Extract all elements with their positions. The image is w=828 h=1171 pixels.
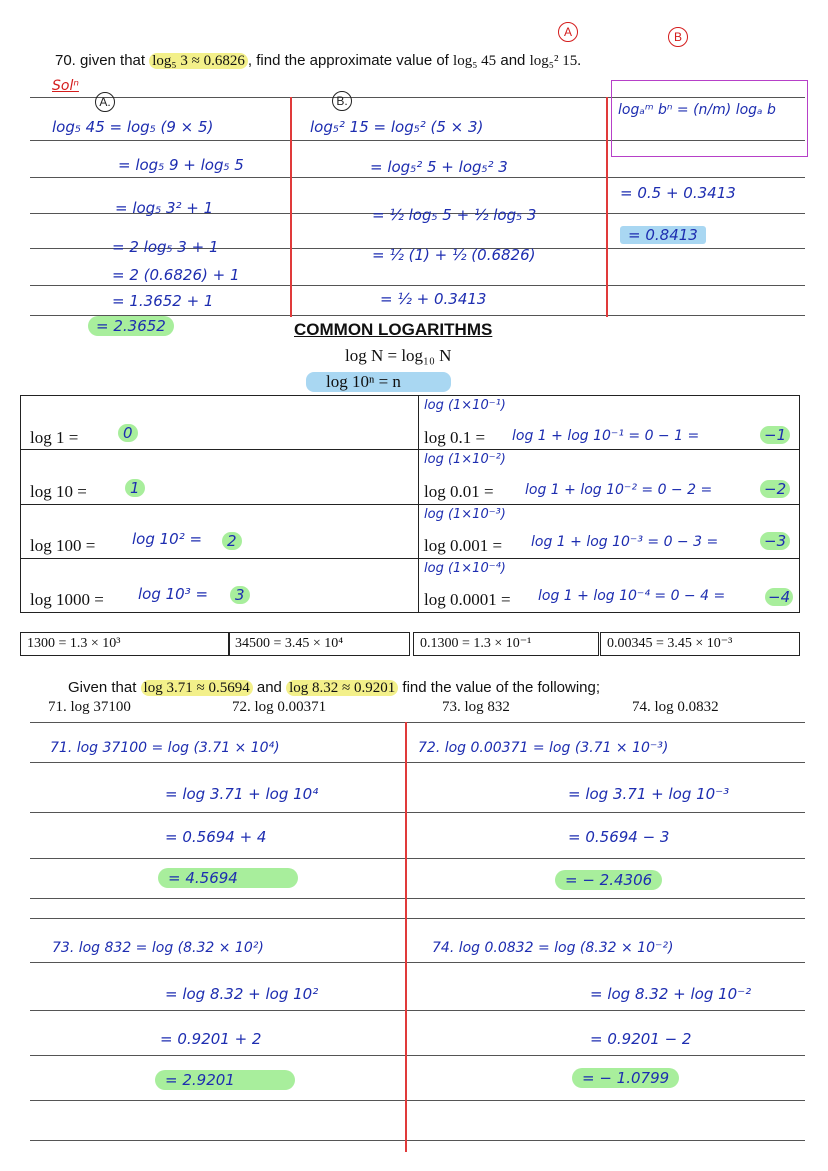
- log-0.1-pre: log (1×10⁻¹): [424, 398, 506, 413]
- statement-and: and: [500, 52, 526, 69]
- statement-middle: , find the approximate value of: [247, 52, 449, 69]
- part-a-line-4: = 2 log₅ 3 + 1: [112, 238, 219, 256]
- part-a-answer: = 2.3652: [88, 316, 174, 336]
- ruled-line: [30, 1055, 805, 1056]
- q71-answer: = 4.5694: [158, 868, 298, 888]
- question-73: 73. log 832: [442, 699, 510, 715]
- q72-answer: = − 2.4306: [555, 870, 662, 890]
- ruled-line: [30, 812, 805, 813]
- part-b-label: B.: [332, 91, 352, 111]
- solution-label: Solⁿ: [52, 78, 79, 94]
- log-0.0001-work: log 1 + log 10⁻⁴ = 0 − 4 =: [538, 588, 726, 604]
- log-0.0001-pre: log (1×10⁻⁴): [424, 561, 506, 576]
- q73-line-1: 73. log 832 = log (8.32 × 10²): [52, 940, 264, 956]
- part-b-line-2: = log₅² 5 + log₅² 3: [370, 158, 508, 176]
- log-0.0001-expr: log 0.0001 =: [424, 590, 511, 609]
- q72-line-2: = log 3.71 + log 10⁻³: [568, 785, 730, 803]
- q74-line-2: = log 8.32 + log 10⁻²: [590, 985, 752, 1003]
- part-b-line-1: log₅² 15 = log₅² (5 × 3): [310, 118, 484, 136]
- log-1-expr: log 1 =: [30, 428, 79, 447]
- label-b-circle: B: [668, 27, 688, 47]
- column-divider: [606, 97, 608, 317]
- part-a-line-3: = log₅ 3² + 1: [115, 199, 214, 217]
- log-1-answer: 0: [118, 424, 138, 442]
- ruled-line: [30, 962, 805, 963]
- part-a-line-6: = 1.3652 + 1: [112, 292, 214, 310]
- target-b: log₅² 15.: [529, 53, 581, 69]
- log-100-answer: 2: [222, 532, 242, 550]
- label-a-circle: A: [558, 22, 578, 42]
- log-100-expr: log 100 =: [30, 536, 96, 555]
- log-0.01-expr: log 0.01 =: [424, 482, 494, 501]
- ruled-line: [30, 177, 805, 178]
- sci-notation-1: 1300 = 1.3 × 10³: [20, 632, 230, 656]
- ruled-line: [30, 1100, 805, 1101]
- log-100-work: log 10² =: [132, 530, 203, 548]
- part-a-label: A.: [95, 92, 115, 112]
- log-0.01-work: log 1 + log 10⁻² = 0 − 2 =: [525, 482, 713, 498]
- log-0.001-work: log 1 + log 10⁻³ = 0 − 3 =: [531, 534, 719, 550]
- ruled-line: [30, 1140, 805, 1141]
- q73-answer: = 2.9201: [155, 1070, 295, 1090]
- question-71: 71. log 37100: [48, 699, 131, 715]
- ruled-line: [30, 762, 805, 763]
- question-74: 74. log 0.0832: [632, 699, 719, 715]
- q74-line-3: = 0.9201 − 2: [590, 1030, 692, 1048]
- common-log-title: COMMON LOGARITHMS: [294, 320, 493, 339]
- column-divider: [290, 97, 292, 317]
- given-value: log₅ 3 ≈ 0.6826: [149, 53, 248, 69]
- sci-notation-4: 0.00345 = 3.45 × 10⁻³: [600, 632, 800, 656]
- target-a: log₅ 45: [453, 53, 497, 69]
- log-0.001-expr: log 0.001 =: [424, 536, 503, 555]
- part-b-continuation: = 0.5 + 0.3413: [620, 184, 736, 202]
- log-power-rule: logₐᵐ bⁿ = (n/m) logₐ b: [618, 102, 776, 118]
- log-0.1-answer: −1: [760, 426, 790, 444]
- q73-line-3: = 0.9201 + 2: [160, 1030, 262, 1048]
- log-1000-work: log 10³ =: [138, 585, 209, 603]
- log-0.001-pre: log (1×10⁻³): [424, 507, 506, 522]
- rule-box: [611, 80, 808, 157]
- ruled-line: [30, 1010, 805, 1011]
- given-prefix: Given that: [68, 679, 137, 696]
- q74-line-1: 74. log 0.0832 = log (8.32 × 10⁻²): [432, 940, 674, 956]
- log-10-expr: log 10 =: [30, 482, 87, 501]
- log-0.0001-answer: −4: [765, 588, 793, 606]
- q74-answer: = − 1.0799: [572, 1068, 679, 1088]
- given-suffix: find the value of the following;: [402, 679, 601, 696]
- given-and: and: [256, 679, 282, 696]
- given-a: log 3.71 ≈ 0.5694: [141, 680, 253, 696]
- log-1000-expr: log 1000 =: [30, 590, 104, 609]
- ruled-line: [30, 858, 805, 859]
- given-statement: [68, 679, 600, 697]
- log-0.1-work: log 1 + log 10⁻¹ = 0 − 1 =: [512, 428, 700, 444]
- column-divider: [405, 722, 407, 1152]
- part-b-answer: = 0.8413: [620, 226, 706, 244]
- ruled-line: [30, 722, 805, 723]
- problem-70-statement: [55, 52, 581, 70]
- q71-line-1: 71. log 37100 = log (3.71 × 10⁴): [50, 740, 280, 756]
- q71-line-2: = log 3.71 + log 10⁴: [165, 785, 319, 803]
- log-0.01-answer: −2: [760, 480, 790, 498]
- log-0.01-pre: log (1×10⁻²): [424, 452, 506, 467]
- part-b-line-4: = ½ (1) + ½ (0.6826): [372, 246, 536, 264]
- ruled-line: [30, 898, 805, 899]
- log-1000-answer: 3: [230, 586, 250, 604]
- question-72: 72. log 0.00371: [232, 699, 327, 715]
- q72-line-3: = 0.5694 − 3: [568, 828, 670, 846]
- log-10-answer: 1: [125, 479, 145, 497]
- power-of-ten-rule: log 10ⁿ = n: [306, 372, 451, 392]
- q72-line-1: 72. log 0.00371 = log (3.71 × 10⁻³): [418, 740, 669, 756]
- log-0.1-expr: log 0.1 =: [424, 428, 486, 447]
- sci-notation-3: 0.1300 = 1.3 × 10⁻¹: [413, 632, 599, 656]
- part-b-line-3: = ½ log₅ 5 + ½ log₅ 3: [372, 206, 537, 224]
- statement-prefix: 70. given that: [55, 52, 146, 69]
- part-a-line-2: = log₅ 9 + log₅ 5: [118, 156, 244, 174]
- common-log-def: log N = log₁₀ N: [345, 346, 452, 365]
- part-a-line-1: log₅ 45 = log₅ (9 × 5): [52, 118, 214, 136]
- q73-line-2: = log 8.32 + log 10²: [165, 985, 319, 1003]
- sci-notation-2: 34500 = 3.45 × 10⁴: [228, 632, 410, 656]
- q71-line-3: = 0.5694 + 4: [165, 828, 267, 846]
- ruled-line: [30, 918, 805, 919]
- given-b: log 8.32 ≈ 0.9201: [286, 680, 398, 696]
- part-a-line-5: = 2 (0.6826) + 1: [112, 266, 240, 284]
- log-0.001-answer: −3: [760, 532, 790, 550]
- ruled-line: [30, 285, 805, 286]
- part-b-line-5: = ½ + 0.3413: [380, 290, 487, 308]
